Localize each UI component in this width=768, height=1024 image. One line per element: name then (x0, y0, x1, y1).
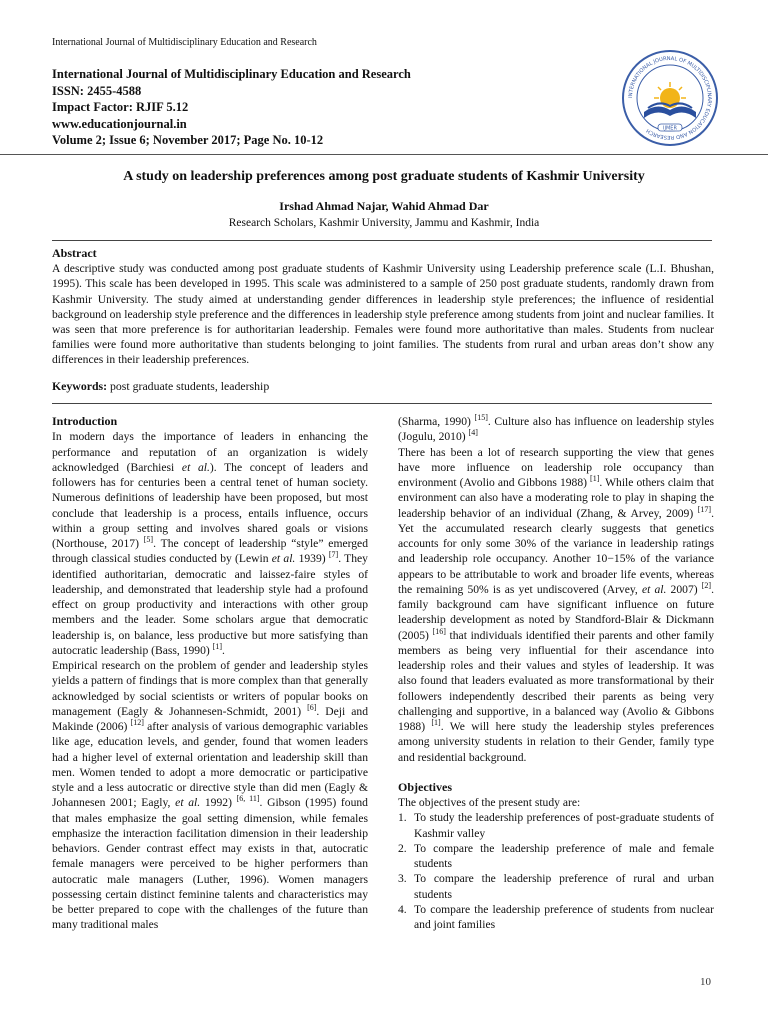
objectives-list (398, 810, 714, 932)
journal-volume: Volume 2; Issue 6; November 2017; Page No. 10-12 (52, 133, 324, 147)
introduction-paragraph-2: Empirical research on the problem of gender and leadership styles yields a pattern of findings that is more complex than that generally acknowledged by social scientists or writers of popular books on management (Eagly & Johannesen-Schmidt, 2001) [6]. Deji and Makinde (2006) [12] after analysis of various demographic variables like age, education levels, and gender, found that women leaders had a higher level of external orientation and leadership skill than men. Women tended to adopt a more democratic or participative style and a less autocratic or directive style than did men (Eagly & Johannesen 2001; Eagly, et al. 1992) [6, 11]. Gibson (1995) found that males emphasize the goal setting dimension, while females emphasize the interaction facilitation dimension in their leadership behaviors. Gender contrast effect may exists in that, autocratic female managers were perceived to be higher performers than autocratic male managers (Luther, 1996). Women managers possessing certain distinct feminine talents and characteristics may be better prepared to cope with the challenges of the future than many traditional males (52, 659, 368, 932)
keywords (52, 379, 269, 394)
right-column (398, 414, 714, 932)
introduction-paragraph-1: In modern days the importance of leaders in enhancing the performance and reputation of an organization is widely acknowledged (Barchiesi et al.). The concept of leaders and followers has for centuries been a central tenet of human society. Numerous definitions of leadership have been proposed, but most conclude that leadership is a process, entails influence, occurs within a group setting and involves shared goals or visions (Northouse, 2017) [5]. The concept of leadership “style” emerged through classical studies conducted by (Lewin et al. 1939) [7]. They identified authoritarian, democratic and laissez-faire styles of leadership, and demonstrated that leadership style had a profound effect on group productivity and interactions with other group members and the leader. Some scholars argue that democratic leadership is, on balance, less productive but more satisfying than autocratic leadership (Bass, 1990) [1]. (52, 430, 369, 657)
logo-ring-text: INTERNATIONAL JOURNAL OF MULTIDISCIPLINARY EDUCATION AND RESEARCH (627, 55, 713, 141)
paper-title: A study on leadership preferences among post graduate students of Kashmir University (123, 169, 645, 184)
list-item: 1. To study the leadership preferences of post-graduate students of Kashmir valley (398, 811, 714, 840)
left-column (52, 414, 368, 933)
running-header: International Journal of Multidisciplinary Education and Research (52, 37, 317, 48)
body-top-divider (52, 403, 712, 404)
list-item: 4. To compare the leadership preference of students from nuclear and joint families (398, 902, 714, 931)
journal-name: International Journal of Multidisciplinary Education and Research (52, 67, 411, 81)
journal-issn: ISSN: 2455-4588 (52, 83, 142, 98)
journal-website: www.educationjournal.in (52, 116, 187, 131)
list-item: 3. To compare the leadership preference of rural and urban students (398, 872, 714, 901)
page-number: 10 (700, 976, 711, 988)
keywords-text: post graduate students, leadership (107, 379, 270, 393)
paper-affiliation: Research Scholars, Kashmir University, Jammu and Kashmir, India (228, 217, 540, 229)
abstract-section (52, 246, 714, 368)
list-item: 2. To compare the leadership preference of male and female students (398, 841, 714, 870)
journal-info (52, 66, 411, 149)
journal-logo (620, 48, 720, 148)
abstract-heading: Abstract (52, 246, 97, 260)
abstract-text: A descriptive study was conducted among post graduate students of Kashmir University using Leadership preference scale (L.I. Bhushan, 1995). This scale has been developed in 1995. This scale was administered to a sample of 250 post graduate students, randomly drawn from Kashmir University. The study aimed at understanding gender differences in leadership style preferences; the influence of residential background on leadership style preference and the differences in leadership style preference among students from joint and nuclear families. It was seen that more preference is for authoritarian leadership. Females were found more authoritative than males. Students from nuclear families were found more authoritative than students belonging to joint families. The students from rural and urban areas don’t show any differences in their leadership preferences. (52, 262, 714, 367)
logo-badge-text: IJMER (663, 125, 677, 132)
objectives-intro: The objectives of the present study are: (398, 796, 581, 809)
paper-authors: Irshad Ahmad Najar, Wahid Ahmad Dar (279, 199, 489, 213)
header-divider (0, 154, 768, 155)
book-icon (644, 103, 696, 118)
right-paragraph-2: There has been a lot of research supporting the view that genes have more influence on leadership role occupancy than environment (Avolio and Gibbons 1988) [1]. While others claim that environment can also have a moderating role to play in shaping the leadership behavior of an individual (Zhang, & Arvey, 2009) [17]. Yet the accumulated research clearly suggests that genetics accounts for only some 30% of the variance in leadership ratings and leadership role occupancy. Another 10−15% of the variance appears to be attributable to work and broader life events, whereas the remaining 50% is as yet undiscovered (Arvey, et al. 2007) [2]. family background cam have significant influence on future leadership development as noted by Standford-Blair & Dickmann (2005) [16] that individuals identified their parents and other family members as being very influential for their ascendance into leadership roles and their values and styles of leadership. It was also found that leaders evaluated as more transformational by their followers independently described their parents as being very challenging and supportive, in a balanced way (Avolio & Gibbons 1988) [1]. We will here study the leadership styles preferences among university students in relation to their Gender, family type and residential background. (398, 445, 714, 764)
right-paragraph-1: (Sharma, 1990) [15]. Culture also has influence on leadership styles (Jogulu, 2010) [4] (398, 413, 714, 444)
journal-impact: Impact Factor: RJIF 5.12 (52, 100, 189, 114)
keywords-label: Keywords: (52, 379, 108, 393)
introduction-heading: Introduction (52, 414, 118, 428)
objectives-heading: Objectives (398, 779, 452, 794)
abstract-top-divider (52, 240, 712, 241)
